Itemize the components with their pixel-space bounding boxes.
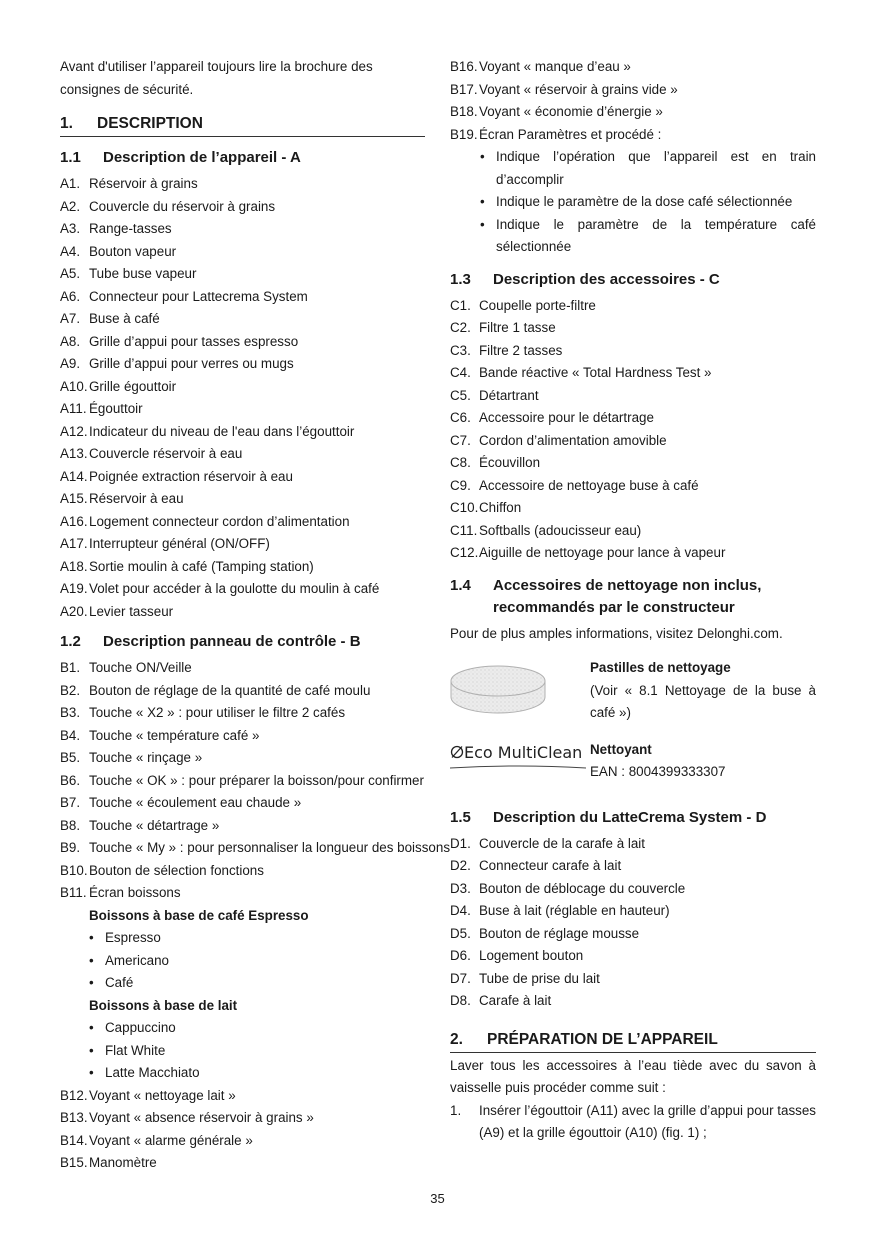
list-item xyxy=(450,340,816,363)
list-item xyxy=(450,475,816,498)
item-label: Logement bouton xyxy=(479,948,584,963)
item-label: Interrupteur général (ON/OFF) xyxy=(89,536,270,551)
list-item xyxy=(60,770,425,793)
left-column xyxy=(60,56,451,1175)
list-item xyxy=(60,882,425,905)
item-label: Touche « écoulement eau chaude » xyxy=(89,795,302,810)
item-code: A17. xyxy=(60,536,88,551)
item-code: B12. xyxy=(60,1087,88,1103)
list-item xyxy=(450,990,816,1013)
bullet-icon: • xyxy=(480,216,485,232)
item-code: D5. xyxy=(450,925,471,941)
list-item xyxy=(60,421,425,444)
subsection-1-2-heading xyxy=(60,631,425,653)
list-item xyxy=(60,1130,425,1153)
item-label: Égouttoir xyxy=(89,401,143,416)
bullet-text: Cappuccino xyxy=(105,1020,176,1035)
subsection-number: 1.1 xyxy=(60,149,81,166)
item-label: Touche ON/Veille xyxy=(89,660,192,675)
bullet-item xyxy=(60,1062,425,1085)
item-label: Touche « X2 » : pour utiliser le filtre 2 cafés xyxy=(89,705,346,720)
item-code: D2. xyxy=(450,858,471,873)
cleaning-tablet-image xyxy=(450,657,590,725)
item-label: Voyant « alarme générale » xyxy=(89,1132,253,1148)
item-code: A2. xyxy=(60,198,81,214)
item-label: Bouton vapeur xyxy=(89,243,177,259)
bullet-item xyxy=(60,1017,425,1040)
cleaner-ean: EAN : 8004399333307 xyxy=(590,764,726,779)
item-label: Tube de prise du lait xyxy=(479,970,600,986)
item-code: D3. xyxy=(450,880,471,896)
item-code: A4. xyxy=(60,243,81,259)
list-item xyxy=(450,923,816,946)
list-item xyxy=(60,173,425,196)
item-code: B16. xyxy=(450,59,478,74)
list-item xyxy=(60,1152,425,1175)
bullet-item xyxy=(450,146,816,191)
item-label: Cordon d’alimentation amovible xyxy=(479,432,667,448)
bullet-item xyxy=(450,214,816,259)
list-item xyxy=(450,520,816,543)
bullet-text: Latte Macchiato xyxy=(105,1065,200,1080)
list-item xyxy=(60,218,425,241)
item-label: Volet pour accéder à la goulotte du moulin à café xyxy=(89,581,380,596)
item-label: Couvercle de la carafe à lait xyxy=(479,835,645,851)
item-code: C5. xyxy=(450,387,471,403)
bullet-text: Café xyxy=(105,975,134,990)
item-code: A8. xyxy=(60,333,81,349)
subsection-title: Description des accessoires - C xyxy=(493,270,720,288)
section-title: PRÉPARATION DE L’APPAREIL xyxy=(487,1030,718,1048)
item-label: Buse à lait (réglable en hauteur) xyxy=(479,903,670,918)
eco-multiclean-logo xyxy=(450,739,590,785)
item-label: Voyant « manque d’eau » xyxy=(479,59,631,74)
item-code: A16. xyxy=(60,513,88,529)
item-label: Bouton de réglage mousse xyxy=(479,925,640,941)
item-label: Poignée extraction réservoir à eau xyxy=(89,468,293,484)
item-label: Bande réactive « Total Hardness Test » xyxy=(479,365,712,380)
milk-heading: Boissons à base de lait xyxy=(89,997,238,1013)
list-item xyxy=(60,263,425,286)
bullet-item xyxy=(60,972,425,995)
list-item xyxy=(60,376,425,399)
item-label: Réservoir à grains xyxy=(89,176,198,191)
section-number: 1. xyxy=(60,115,73,132)
item-code: B11. xyxy=(60,885,87,900)
espresso-heading: Boissons à base de café Espresso xyxy=(89,907,309,923)
subsection-title: Description panneau de contrôle - B xyxy=(103,633,361,650)
list-item xyxy=(450,385,816,408)
item-code: B9. xyxy=(60,840,81,855)
item-code: C3. xyxy=(450,342,471,358)
list-b-continued xyxy=(60,1085,425,1175)
item-code: C1. xyxy=(450,297,471,313)
list-item xyxy=(450,317,816,340)
bullet-item xyxy=(60,927,425,950)
item-code: D6. xyxy=(450,948,471,963)
item-label: Filtre 2 tasses xyxy=(479,342,563,358)
list-item xyxy=(450,430,816,453)
list-item xyxy=(450,295,816,318)
item-code: A3. xyxy=(60,221,81,236)
item-label: Softballs (adoucisseur eau) xyxy=(479,522,642,538)
cleaning-tablets-title: Pastilles de nettoyage xyxy=(590,660,731,675)
list-item xyxy=(60,466,425,489)
item-code: A20. xyxy=(60,603,88,619)
item-label: Écouvillon xyxy=(479,455,541,470)
list-item xyxy=(60,533,425,556)
list-d xyxy=(450,833,816,1013)
item-label: Chiffon xyxy=(479,500,522,515)
bullet-icon: • xyxy=(480,149,485,164)
list-item xyxy=(60,398,425,421)
bullet-icon: • xyxy=(89,1042,94,1058)
item-label: Touche « OK » : pour préparer la boisson/pour confirmer xyxy=(89,772,424,788)
list-item xyxy=(60,837,451,860)
item-code: C10. xyxy=(450,500,479,515)
item-code: A13. xyxy=(60,446,88,461)
list-item xyxy=(60,578,425,601)
leaf-icon xyxy=(450,745,464,759)
bullet-icon: • xyxy=(89,952,94,968)
item-code: D4. xyxy=(450,903,471,918)
item-code: B4. xyxy=(60,727,81,743)
item-code: A18. xyxy=(60,558,88,574)
item-code: B18. xyxy=(450,104,478,119)
item-code: B17. xyxy=(450,81,478,97)
list-item xyxy=(450,56,816,79)
list-b xyxy=(60,657,451,905)
item-code: C4. xyxy=(450,365,471,380)
list-item xyxy=(450,79,816,102)
subsection-1-5-heading xyxy=(450,807,816,829)
cleaning-tablets-text: (Voir « 8.1 Nettoyage de la buse à café ») xyxy=(590,682,816,720)
section-1-heading xyxy=(60,115,425,137)
subsection-number: 1.5 xyxy=(450,808,471,826)
list-item xyxy=(450,124,816,147)
list-item xyxy=(60,556,425,579)
item-code: B5. xyxy=(60,750,81,765)
list-item xyxy=(450,855,816,878)
list-item xyxy=(60,747,425,770)
item-code: B3. xyxy=(60,705,81,720)
item-label: Détartrant xyxy=(479,387,539,403)
bullet-icon: • xyxy=(89,1020,94,1035)
bullet-icon: • xyxy=(480,194,485,209)
section-2-heading xyxy=(450,1031,816,1053)
subsection-title: Description du LatteCrema System - D xyxy=(493,808,767,826)
item-code: B13. xyxy=(60,1110,88,1125)
bullet-text: Flat White xyxy=(105,1042,166,1058)
right-column xyxy=(450,56,816,1145)
list-item xyxy=(60,815,425,838)
item-label: Levier tasseur xyxy=(89,603,174,619)
step-number: 1. xyxy=(450,1102,462,1118)
intro-text: Avant d'utiliser l’appareil toujours lire la brochure des consignes de sécurité. xyxy=(60,59,373,97)
list-item xyxy=(450,101,816,124)
item-code: C6. xyxy=(450,410,471,425)
subsection-title: Description de l’appareil - A xyxy=(103,149,301,166)
item-label: Bouton de réglage de la quantité de café moulu xyxy=(89,682,371,698)
logo-underline xyxy=(450,765,586,771)
subsection-number: 1.3 xyxy=(450,270,471,288)
item-label: Couvercle du réservoir à grains xyxy=(89,198,276,214)
eco-multiclean-logo-text: Eco MultiClean xyxy=(450,743,582,762)
item-code: D8. xyxy=(450,993,471,1008)
item-label: Grille égouttoir xyxy=(89,378,177,394)
item-code: A11. xyxy=(60,401,87,416)
item-label: Bouton de déblocage du couvercle xyxy=(479,880,686,896)
item-code: B8. xyxy=(60,817,81,833)
list-c xyxy=(450,295,816,565)
item-code: C8. xyxy=(450,455,471,470)
item-label: Voyant « réservoir à grains vide » xyxy=(479,81,678,97)
cleaner-product xyxy=(450,739,816,785)
list-item xyxy=(60,308,425,331)
bullet-item xyxy=(60,950,425,973)
cleaning-tablets xyxy=(450,657,816,725)
bullet-icon: • xyxy=(89,1065,94,1080)
item-label: Aiguille de nettoyage pour lance à vapeur xyxy=(479,545,726,560)
item-label: Écran boissons xyxy=(89,885,181,900)
cleaning-tablets-desc xyxy=(590,657,816,725)
list-item xyxy=(450,542,816,565)
list-item xyxy=(450,362,816,385)
list-item xyxy=(60,196,425,219)
tablet-icon xyxy=(448,661,548,721)
item-code: A14. xyxy=(60,468,88,484)
item-label: Accessoire de nettoyage buse à café xyxy=(479,477,699,493)
list-item xyxy=(60,331,425,354)
bullet-icon: • xyxy=(89,975,94,990)
item-label: Couvercle réservoir à eau xyxy=(89,446,243,461)
list-item xyxy=(60,792,425,815)
list-item xyxy=(60,1085,425,1108)
list-item xyxy=(60,601,425,624)
item-code: C2. xyxy=(450,320,471,335)
subsection-1-1-heading xyxy=(60,147,425,169)
list-item xyxy=(60,1107,425,1130)
list-item xyxy=(450,833,816,856)
item-label: Coupelle porte-filtre xyxy=(479,297,596,313)
bullet-text: Espresso xyxy=(105,930,161,945)
item-label: Bouton de sélection fonctions xyxy=(89,862,264,878)
b19-bullets xyxy=(450,146,816,259)
item-code: A19. xyxy=(60,581,88,596)
item-code: C7. xyxy=(450,432,471,448)
item-code: C11. xyxy=(450,522,478,538)
item-label: Grille d’appui pour tasses espresso xyxy=(89,333,299,349)
item-code: A6. xyxy=(60,288,81,304)
item-label: Voyant « nettoyage lait » xyxy=(89,1087,236,1103)
subsection-number: 1.4 xyxy=(450,576,471,594)
list-item xyxy=(60,860,425,883)
item-label: Buse à café xyxy=(89,311,160,326)
item-label: Sortie moulin à café (Tamping station) xyxy=(89,558,314,574)
item-code: A1. xyxy=(60,176,81,191)
item-label: Touche « détartrage » xyxy=(89,817,220,833)
item-label: Réservoir à eau xyxy=(89,491,184,506)
item-code: B19. xyxy=(450,126,478,142)
section-title: DESCRIPTION xyxy=(97,115,203,132)
subsection-1-4-heading xyxy=(450,575,816,619)
list-item xyxy=(450,945,816,968)
milk-list xyxy=(60,1017,425,1085)
page-number: 35 xyxy=(430,1191,445,1206)
item-label: Grille d’appui pour verres ou mugs xyxy=(89,356,294,371)
list-item xyxy=(60,511,425,534)
item-code: B7. xyxy=(60,795,81,810)
item-label: Indicateur du niveau de l'eau dans l’égouttoir xyxy=(89,423,355,439)
item-code: D7. xyxy=(450,970,471,986)
subsection-title: Accessoires de nettoyage non inclus, recommandés par le constructeur xyxy=(493,576,762,616)
item-code: B10. xyxy=(60,862,88,878)
list-item xyxy=(60,443,425,466)
item-code: B15. xyxy=(60,1155,88,1170)
cleaner-title: Nettoyant xyxy=(590,741,652,757)
list-item xyxy=(60,353,425,376)
bullet-item xyxy=(450,191,816,214)
item-code: A12. xyxy=(60,423,88,439)
list-item xyxy=(450,497,816,520)
item-label: Voyant « absence réservoir à grains » xyxy=(89,1110,314,1125)
item-code: C9. xyxy=(450,477,471,493)
item-label: Connecteur pour Lattecrema System xyxy=(89,288,308,304)
subsection-number: 1.2 xyxy=(60,633,81,650)
item-code: B2. xyxy=(60,682,81,698)
bullet-text: Americano xyxy=(105,952,170,968)
list-item xyxy=(450,452,816,475)
item-label: Carafe à lait xyxy=(479,993,552,1008)
item-label: Écran Paramètres et procédé : xyxy=(479,126,662,142)
list-item xyxy=(60,657,425,680)
item-code: A15. xyxy=(60,491,88,506)
bullet-icon: • xyxy=(89,930,94,945)
list-item xyxy=(450,878,816,901)
list-item xyxy=(60,702,425,725)
accessories-info-text: Pour de plus amples informations, visitez Delonghi.com. xyxy=(450,625,783,641)
list-b-continued-right xyxy=(450,56,816,146)
item-label: Filtre 1 tasse xyxy=(479,320,556,335)
item-code: B14. xyxy=(60,1132,88,1148)
list-item xyxy=(450,900,816,923)
list-item xyxy=(60,725,425,748)
list-item xyxy=(60,286,425,309)
item-code: B1. xyxy=(60,660,81,675)
item-code: B6. xyxy=(60,772,81,788)
cleaner-desc xyxy=(590,739,816,785)
subsection-1-3-heading xyxy=(450,269,816,291)
bullet-text: Indique l’opération que l’appareil est en train d’accomplir xyxy=(496,149,816,187)
list-item xyxy=(450,968,816,991)
item-label: Touche « My » : pour personnaliser la longueur des boissons xyxy=(89,840,451,855)
list-item xyxy=(60,488,425,511)
step-text: Insérer l’égouttoir (A11) avec la grille d’appui pour tasses (A9) et la grille égouttoir (A10) (fig. 1) ; xyxy=(479,1102,816,1140)
item-label: Connecteur carafe à lait xyxy=(479,858,622,873)
bullet-text: Indique le paramètre de la température café sélectionnée xyxy=(496,216,816,254)
item-label: Touche « rinçage » xyxy=(89,750,203,765)
section-2-text: Laver tous les accessoires à l’eau tiède avec du savon à vaisselle puis procéder comme suit : xyxy=(450,1057,816,1095)
bullet-text: Indique le paramètre de la dose café sélectionnée xyxy=(496,194,793,209)
item-label: Touche « température café » xyxy=(89,727,260,743)
item-label: Range-tasses xyxy=(89,221,172,236)
step-1 xyxy=(450,1100,816,1145)
item-code: A5. xyxy=(60,266,81,281)
list-item xyxy=(60,241,425,264)
item-code: A9. xyxy=(60,356,81,371)
list-item xyxy=(60,680,425,703)
list-a xyxy=(60,173,425,623)
item-label: Voyant « économie d’énergie » xyxy=(479,104,663,119)
item-label: Manomètre xyxy=(89,1155,157,1170)
item-label: Logement connecteur cordon d’alimentation xyxy=(89,513,350,529)
bullet-item xyxy=(60,1040,425,1063)
section-number: 2. xyxy=(450,1030,463,1048)
item-label: Tube buse vapeur xyxy=(89,266,197,281)
list-item xyxy=(450,407,816,430)
espresso-list xyxy=(60,927,425,995)
item-code: D1. xyxy=(450,835,471,851)
item-code: C12. xyxy=(450,545,479,560)
item-code: A10. xyxy=(60,378,88,394)
item-code: A7. xyxy=(60,311,81,326)
item-label: Accessoire pour le détartrage xyxy=(479,410,654,425)
